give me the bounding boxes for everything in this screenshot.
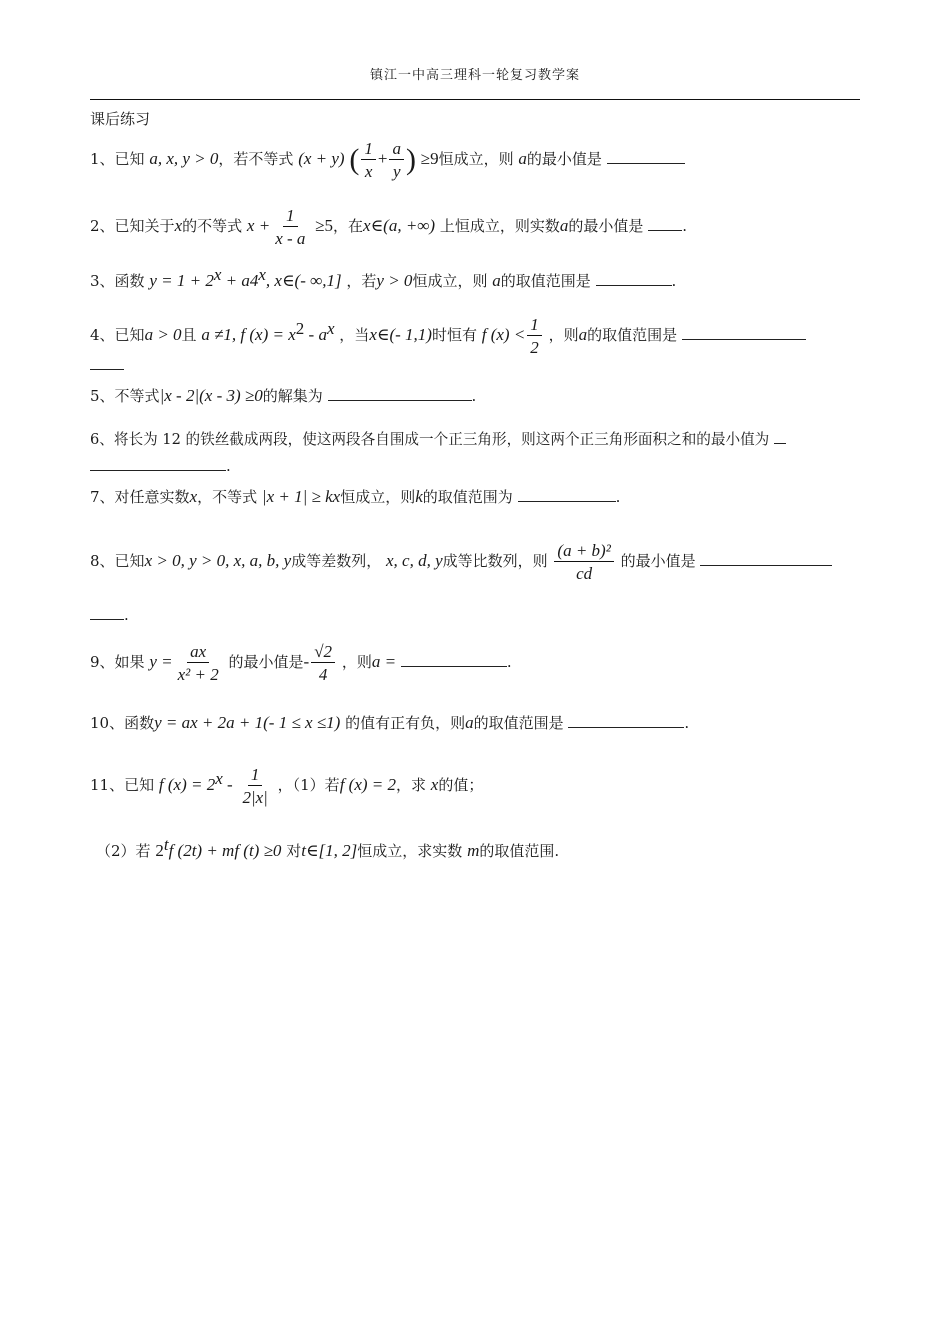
question-11: 11、已知 f $(x) = 2^x$ - $\frac{1}{2|x|}$ ，（1）若f (x) = 2，求 x的值； xyxy=(90,765,484,807)
answer-blank[interactable] xyxy=(700,564,832,566)
section-title: 课后练习 xyxy=(90,110,151,128)
question-11-part-2: （2）若 2$^t$f (2t) + mf (t) ≥0 对t∈[1, 2]恒成立，求实数 m的取值范围. xyxy=(96,835,560,860)
fraction: $\frac{ax}{\text{x² + 2}}$ xyxy=(177,642,219,684)
answer-blank[interactable] xyxy=(328,399,472,401)
question-4: 4、已知a > 0且 a ≠1, f $(x) = x^2 - a^x$ ，当x∈(- 1,1)时恒有 f (x) < $\frac{1}{2}$ ，则a的取值范围是 xyxy=(90,316,806,356)
question-9: 9、如果 y = $\frac{ax}{\text{x² + 2}}$ 的最小值是- $\frac{√2}{4}$ ，则a = . xyxy=(90,642,512,684)
fraction: $\frac{\text{(a + b)²}}{cd}$ xyxy=(554,542,613,582)
question-5: 5、不等式|x - 2|(x - 3) ≥0的解集为 . xyxy=(90,386,477,405)
page-header: 镇江一中高三理科一轮复习教学案 xyxy=(369,68,580,83)
question-3: 3、函数 $y = 1 + 2^x + a4^x$, x∈(- ∞,1] ，若y > 0恒成立，则 a的取值范围是 . xyxy=(90,265,677,290)
answer-blank[interactable] xyxy=(774,442,786,444)
fraction: $\frac{1}{2|x|}$ xyxy=(242,765,268,807)
fraction: $\frac{1}{x - a}$ xyxy=(275,206,306,248)
answer-blank-continuation[interactable] xyxy=(90,356,124,374)
question-6: 6、将长为 12 的铁丝截成两段，使这两段各自围成一个正三角形，则这两个正三角形面积之和的最小值为 xyxy=(90,433,786,448)
question-7: 7、对任意实数x，不等式 |x + 1| ≥ kx恒成立，则k的取值范围为 . xyxy=(90,487,621,506)
question-10: 10、函数y = ax + 2a + 1(- 1 ≤ x ≤1) 的值有正有负，则a的取值范围是 . xyxy=(90,713,690,732)
answer-blank[interactable] xyxy=(518,500,616,502)
answer-blank[interactable] xyxy=(607,162,685,164)
fraction: $\frac{√2}{4}$ xyxy=(311,643,335,683)
answer-blank[interactable] xyxy=(568,726,684,728)
answer-blank-continuation[interactable]: . xyxy=(90,606,129,624)
question-2: 2、已知关于x的不等式 x + $\frac{1}{x - a}$ ≥5，在x∈(a, +∞) 上恒成立，则实数a的最小值是 . xyxy=(90,206,687,248)
answer-blank[interactable] xyxy=(401,665,507,667)
answer-blank-continuation[interactable]: . xyxy=(90,457,231,475)
header-divider xyxy=(90,99,860,100)
fraction: $\frac{a}{y}$ xyxy=(389,140,404,180)
answer-blank[interactable] xyxy=(596,284,672,286)
fraction: $\frac{1}{x}$ xyxy=(361,140,376,180)
answer-blank[interactable] xyxy=(648,229,682,231)
question-8: 8、已知x > 0, y > 0, x, a, b, y成等差数列， x, c, d, y成等比数列，则 $\frac{\text{(a + b)²}}{cd}$ 的最小值是 xyxy=(90,542,832,582)
fraction: $\frac{1}{2}$ xyxy=(527,316,542,356)
answer-blank[interactable] xyxy=(682,338,806,340)
question-1: 1、已知 a, x, y > 0，若不等式 (x + y) ( $\frac{1}{x}$ + $\frac{a}{y}$ ) ≥9恒成立，则 a的最小值是 xyxy=(90,140,685,180)
